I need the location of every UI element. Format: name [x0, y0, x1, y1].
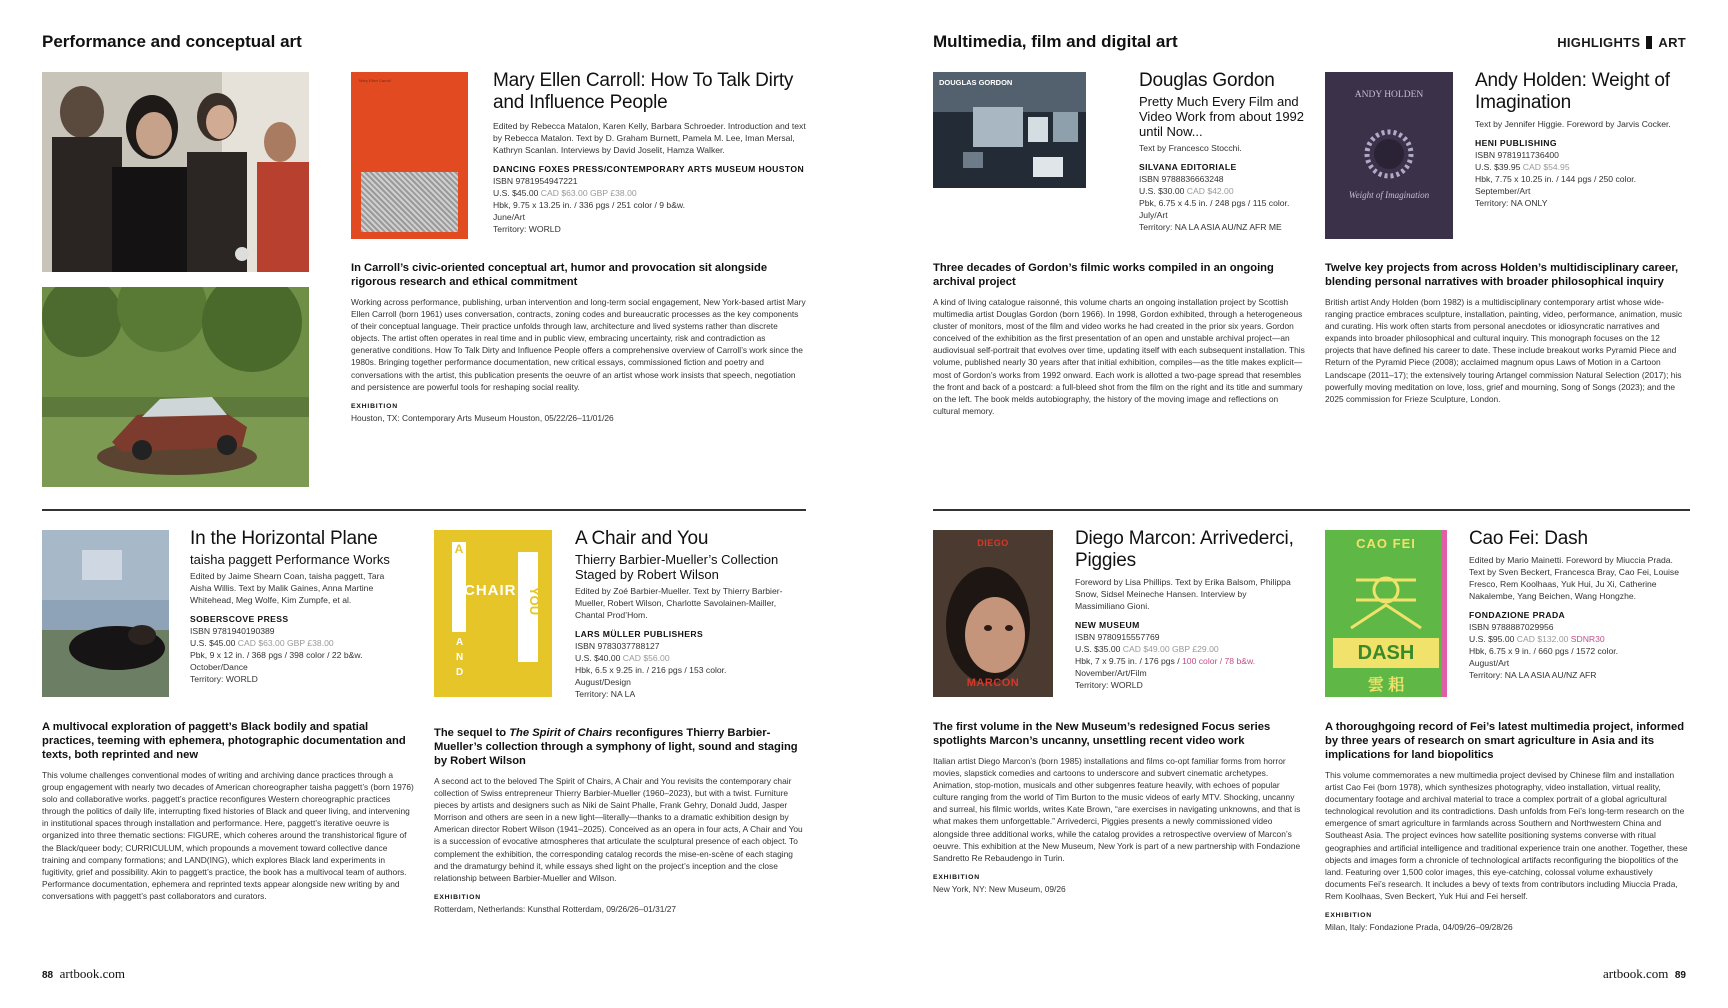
paggett-cover — [42, 530, 169, 697]
right-footer — [1603, 966, 1686, 982]
marcon-territory: Territory: WORLD — [1075, 680, 1143, 690]
caofei-exhibition-label: EXHIBITION — [1325, 912, 1372, 920]
marcon-exhibition-label: EXHIBITION — [933, 873, 980, 881]
holden-cover — [1325, 72, 1453, 239]
highlights-label — [1557, 35, 1686, 50]
highlights-separator — [1646, 36, 1652, 49]
paggett-publisher: SOBERSCOVE PRESS — [190, 614, 289, 624]
holden-description — [1325, 261, 1690, 405]
chair-subtitle: Thierry Barbier-Mueller’s Collection Staged by Robert Wilson — [575, 552, 779, 582]
paggett-info — [190, 528, 405, 685]
carroll-publisher: DANCING FOXES PRESS/CONTEMPORARY ARTS MUSEUM HOUSTON — [493, 164, 805, 174]
paggett-price-us: U.S. $45.00 — [190, 638, 236, 648]
caofei-price — [1469, 633, 1690, 645]
gordon-credits: Text by Francesco Stocchi. — [1139, 143, 1242, 153]
marcon-cover — [933, 530, 1053, 697]
holden-price-alt: CAD $54.95 — [1522, 162, 1570, 172]
marcon-cover-bottom: MARCON — [966, 677, 1020, 689]
carroll-cover — [351, 72, 468, 239]
chair-cover-letter-n: N — [456, 652, 464, 663]
holden-headline: Twelve key projects from across Holden’s multidisciplinary career, blending personal narratives with broader philosophical inquiry — [1325, 262, 1679, 288]
right-footer-site[interactable]: artbook.com — [1603, 966, 1669, 981]
paggett-description — [42, 720, 414, 902]
chair-title[interactable]: A Chair and You — [575, 528, 709, 549]
carroll-photo-car — [42, 287, 309, 487]
carroll-headline: In Carroll’s civic-oriented conceptual art, humor and provocation sit alongside rigorous research and ethical commitment — [351, 262, 768, 288]
chair-publisher: LARS MÜLLER PUBLISHERS — [575, 629, 704, 639]
gordon-title[interactable]: Douglas Gordon — [1139, 70, 1275, 91]
caofei-body: This volume commemorates a new multimedia project devised by Chinese film and installation artist Cao Fei (born 1978), which synthesizes photography, video installation, virtual reality, documentary footage and archival material to trace a complex portrait of a global agricultural technological revolution and its contradictions. Dash unfolds from Fei’s long-term research on the emergence of smart agriculture in farmlands across Southern and Northwestern China and Southeast Asia. The project evinces how satellite positioning systems converse with ritual geographies and artificial intelligence and traditional experience train one another. Together, these objects and images form a chronicle of technological artifacts reconfiguring the biopolitics of the land. Featuring over 1,500 color images, this eye-catching, colossal volume exhaustively documents Fei’s research. It includes a bevy of texts from contributors including Miuccia Prada, Rem Koolhaas, Sven Beckert, Yuk Hui and Fei herself. — [1325, 770, 1688, 901]
marcon-specs — [1075, 655, 1295, 667]
marcon-price — [1075, 643, 1295, 655]
gordon-specs: Pbk, 6.75 x 4.5 in. / 248 pgs / 115 color. — [1139, 198, 1290, 208]
gordon-price — [1139, 185, 1304, 197]
holden-date: September/Art — [1475, 186, 1531, 196]
right-page-number: 89 — [1674, 970, 1686, 981]
chair-exhibition-label: EXHIBITION — [434, 893, 481, 901]
paggett-cover-illustration — [42, 530, 169, 697]
gordon-publisher: SILVANA EDITORIALE — [1139, 162, 1237, 172]
carroll-price-alt: CAD $63.00 GBP £38.00 — [540, 188, 637, 198]
gordon-headline: Three decades of Gordon’s filmic works compiled in an ongoing archival project — [933, 262, 1274, 288]
holden-cover-author: ANDY HOLDEN — [1354, 90, 1424, 100]
chair-headline-pre: The sequel to — [434, 727, 510, 739]
carroll-description — [351, 261, 806, 424]
gordon-subtitle: Pretty Much Every Film and Video Work from about 1992 until Now... — [1139, 94, 1305, 139]
holden-publisher: HENI PUBLISHING — [1475, 138, 1557, 148]
carroll-body: Working across performance, publishing, urban intervention and long-term social engagement, New York-based artist Mary Ellen Carroll (born 1961) uses conversation, contracts, zoning codes and bureaucratic processes as the key components of their conceptual language. Their practice unfolds through law, architecture and lived systems rather than discrete objects. The artist often operates in real time and in public view, embracing uncertainty, risk and contradiction as generative conditions. How To Talk Dirty and Influence People offers a comprehensive overview of Carroll’s work since the 1980s. Bringing together performance documentation, new critical essays, commissioned fiction and poetry and conversations with the artist, this publication presents the oeuvre of an artist whose work insists that speech, negotiation and persistence are powerful tools for reshaping social reality. — [351, 297, 806, 392]
marcon-price-alt: CAD $49.00 GBP £29.00 — [1122, 644, 1219, 654]
chair-price-us: U.S. $40.00 — [575, 653, 621, 663]
chair-cover — [434, 530, 552, 697]
chair-body: A second act to the beloved The Spirit of Chairs, A Chair and You revisits the contemporary chair collection of Swiss entrepreneur Thierry Barbier-Mueller (1960–2023), but with a twist. Furniture pieces by artists and designers such as Niki de Saint Phalle, Frank Gehry, Donald Judd, Jasper Morrison and others are seen in a new light—literally—thanks to a dramatic exhibition design by American director Robert Wilson (1941–2025). Conceived as an opera in four acts, A Chair and You is a succession of evocative atmospheres that articulate the sculptural presence of each object. To complement the exhibition, the corresponding catalog records the mise-en-scène of each staging and the dramaturgy behind it, while essays shed light on the project’s inception and the close relationship between Barbier-Mueller and Wilson. — [434, 776, 803, 883]
holden-territory: Territory: NA ONLY — [1475, 198, 1548, 208]
caofei-description — [1325, 720, 1690, 933]
chair-price — [575, 652, 800, 664]
gordon-description — [933, 261, 1305, 417]
carroll-credits: Edited by Rebecca Matalon, Karen Kelly, Barbara Schroeder. Introduction and text by Rebecca Matalon. Text by D. Graham Burnett, Pamela M. Lee, Iman Mersal, Kathryn Scanlan. Interviews by David Joselit, Hamza Walker. — [493, 121, 806, 155]
carroll-photo-car-illustration — [42, 287, 309, 487]
holden-price — [1475, 161, 1690, 173]
right-section-title: Multimedia, film and digital art — [933, 32, 1178, 51]
chair-headline-post: reconfigures Thierry Barbier-Mueller’s collection through a symphony of light, sound and staging by Robert Wilson — [434, 727, 798, 767]
chair-cover-word-chair: CHAIR — [464, 582, 517, 599]
caofei-cover-drone — [1346, 560, 1426, 630]
marcon-isbn: ISBN 9780915557769 — [1075, 632, 1160, 642]
chair-cover-word-you: YOU — [527, 587, 542, 616]
paggett-price — [190, 637, 405, 649]
left-divider — [42, 509, 806, 511]
paggett-price-alt: CAD $63.00 GBP £38.00 — [237, 638, 334, 648]
chair-description — [434, 726, 806, 915]
chair-territory: Territory: NA LA — [575, 689, 636, 699]
highlights-text: HIGHLIGHTS — [1557, 35, 1641, 50]
marcon-cover-top: DIEGO — [977, 538, 1009, 548]
chair-cover-letter-a2: A — [456, 637, 464, 648]
caofei-credits: Edited by Mario Mainetti. Foreword by Miuccia Prada. Text by Sven Beckert, Francesca Bray, Cao Fei, Louise Fresco, Rem Koolhaas, Yuk Hui, Ju Xi, Catherine Nakalembe, Yang Beichen, Wang Hongzhe. — [1469, 555, 1680, 601]
caofei-date: August/Art — [1469, 658, 1510, 668]
chair-date: August/Design — [575, 677, 631, 687]
right-divider — [933, 509, 1690, 511]
gordon-info — [1139, 70, 1304, 233]
chair-specs: Hbk, 6.5 x 9.25 in. / 216 pgs / 153 color. — [575, 665, 727, 675]
marcon-specs-pink: 100 color / 78 b&w. — [1182, 656, 1256, 666]
carroll-exhibition-label: EXHIBITION — [351, 402, 398, 410]
caofei-cover-top: CAO FEI — [1356, 536, 1416, 551]
carroll-photo-crowd — [42, 72, 309, 272]
caofei-price-alt: CAD $132.00 — [1516, 634, 1569, 644]
caofei-cover-edge — [1441, 530, 1447, 697]
carroll-price-us: U.S. $45.00 — [493, 188, 539, 198]
caofei-isbn: ISBN 9788887029956 — [1469, 622, 1554, 632]
gordon-isbn: ISBN 9788836663248 — [1139, 174, 1224, 184]
carroll-info — [493, 70, 813, 235]
paggett-territory: Territory: WORLD — [190, 674, 258, 684]
chair-headline-em: The Spirit of Chairs — [509, 727, 613, 739]
holden-credits: Text by Jennifer Higgie. Foreword by Jarvis Cocker. — [1475, 119, 1671, 129]
category-text: ART — [1658, 35, 1686, 50]
marcon-publisher: NEW MUSEUM — [1075, 620, 1140, 630]
gordon-cover — [933, 72, 1086, 188]
chair-price-alt: CAD $56.00 — [622, 653, 670, 663]
chair-headline — [434, 726, 806, 768]
chair-exhibition: Rotterdam, Netherlands: Kunsthal Rotterdam, 09/26/26–01/31/27 — [434, 903, 677, 914]
gordon-date: July/Art — [1139, 210, 1168, 220]
marcon-date: November/Art/Film — [1075, 668, 1147, 678]
gordon-territory: Territory: NA LA ASIA AU/NZ AFR ME — [1139, 222, 1282, 232]
paggett-date: October/Dance — [190, 662, 248, 672]
marcon-description — [933, 720, 1305, 895]
paggett-title[interactable]: In the Horizontal Plane — [190, 528, 378, 549]
carroll-title[interactable]: Mary Ellen Carroll: How To Talk Dirty and Influence People — [493, 70, 794, 113]
left-page-number: 88 — [42, 970, 54, 981]
paggett-credits: Edited by Jaime Shearn Coan, taisha paggett, Tara Aisha Willis. Text by Malik Gaines, Anna Martine Whitehead, Meg Wolfe, Kim Zumpfe, et al. — [190, 571, 385, 605]
gordon-price-us: U.S. $30.00 — [1139, 186, 1185, 196]
marcon-info — [1075, 528, 1295, 691]
caofei-cover — [1325, 530, 1447, 697]
holden-cover-wreath — [1359, 124, 1419, 184]
caofei-cover-chinese: 雲 耜 — [1367, 677, 1405, 694]
marcon-body: Italian artist Diego Marcon’s (born 1985) installations and films co-opt familiar forms from horror movies, slapstick comedies and cartoons to underscore and subvert cinematic archetypes. Animation, stop-motion, musicals and other subgenres feature heavily, with echoes of popular culture ranging from the world of Tim Burton to the music videos of early MTV. Shocking, uncanny and surreal, his filmic worlds, writes Kate Brown, “are exercises in navigating unknowns, and that is what makes them unforgettable.” Arrivederci, Piggies presents a newly commissioned video alongside three additional works, while the catalog provides a retrospective overview of Marcon’s oeuvre. This exhibition at the New Museum, New York is part of a new partnership with Fondazione Sandretto Re Rebaudengo in Turin. — [933, 756, 1301, 863]
gordon-cover-illustration — [933, 72, 1086, 188]
caofei-headline: A thoroughgoing record of Fei’s latest multimedia project, informed by three years of research on smart agriculture in Asia and its implications for land biopolitics — [1325, 721, 1685, 761]
caofei-specs: Hbk, 6.75 x 9 in. / 660 pgs / 1572 color. — [1469, 646, 1619, 656]
marcon-cover-illustration — [933, 530, 1053, 697]
holden-info — [1475, 70, 1690, 209]
gordon-body: A kind of living catalogue raisonné, this volume charts an ongoing installation project by Scottish multimedia artist Douglas Gordon (born 1966). In 1998, Gordon exhibited, through a heterogeneous cluster of monitors, most of the film and video works he had created in the prior six years. Gordon conceived of the exhibition as the first presentation of an open and unstable archival project—an audiovisual self-portrait that evolves over time, updating itself with each subsequent installation. This volume, published nearly 30 years after that initial exhibition, compiles—as the title makes explicit—most of Gordon’s works from 1992 onward. Each work is allotted a two-page spread that resembles the front and back of a postcard: a full-bleed shot from the film on the right and its title and summary on the left. The book melds autobiography, the history of the moving image and reflections on cultural memory. — [933, 297, 1305, 416]
carroll-photo-crowd-illustration — [42, 72, 309, 272]
left-footer-site[interactable]: artbook.com — [59, 966, 125, 981]
holden-cover-title: Weight of Imagination — [1348, 190, 1430, 200]
carroll-cover-texture — [361, 172, 458, 232]
chair-cover-letter-a: A — [454, 542, 464, 556]
caofei-info — [1469, 528, 1690, 681]
marcon-exhibition: New York, NY: New Museum, 09/26 — [933, 883, 1066, 894]
chair-cover-typography — [444, 542, 542, 685]
marcon-headline: The first volume in the New Museum’s redesigned Focus series spotlights Marcon’s uncanny, unsettling recent video work — [933, 721, 1271, 747]
paggett-headline: A multivocal exploration of paggett’s Black bodily and spatial practices, teeming with ephemera, photographic documentation and texts, both reprinted and new — [42, 721, 406, 761]
chair-cover-letter-d: D — [456, 667, 464, 678]
paggett-specs: Pbk, 9 x 12 in. / 368 pgs / 398 color / 22 b&w. — [190, 650, 363, 660]
carroll-territory: Territory: WORLD — [493, 224, 561, 234]
paggett-subtitle: taisha paggett Performance Works — [190, 552, 390, 567]
caofei-exhibition: Milan, Italy: Fondazione Prada, 04/09/26–09/28/26 — [1325, 922, 1513, 933]
paggett-isbn: ISBN 9781940190389 — [190, 626, 275, 636]
caofei-title[interactable]: Cao Fei: Dash — [1469, 528, 1588, 549]
caofei-price-us: U.S. $95.00 — [1469, 634, 1515, 644]
carroll-date: June/Art — [493, 212, 526, 222]
carroll-isbn: ISBN 9781954947221 — [493, 176, 578, 186]
chair-isbn: ISBN 9783037788127 — [575, 641, 660, 651]
chair-credits: Edited by Zoé Barbier-Mueller. Text by Thierry Barbier-Mueller, Robert Wilson, Charlotte Savolainen-Mailler, Chantal Prod’Hom. — [575, 586, 783, 620]
marcon-price-us: U.S. $35.00 — [1075, 644, 1121, 654]
caofei-publisher: FONDAZIONE PRADA — [1469, 610, 1566, 620]
caofei-territory: Territory: NA LA ASIA AU/NZ AFR — [1469, 670, 1597, 680]
carroll-cover-title: Mary Ellen Carroll — [359, 78, 391, 83]
carroll-price — [493, 187, 813, 199]
marcon-credits: Foreword by Lisa Phillips. Text by Erika Balsom, Philippa Snow, Sidsel Meineche Hansen. Interview by Massimiliano Gioni. — [1075, 577, 1291, 611]
left-footer — [42, 966, 125, 982]
caofei-cover-word-dash: DASH — [1333, 638, 1439, 668]
left-section-title: Performance and conceptual art — [42, 32, 302, 51]
marcon-specs-main: Hbk, 7 x 9.75 in. / 176 pgs / — [1075, 656, 1183, 666]
holden-body: British artist Andy Holden (born 1982) is a multidisciplinary contemporary artist whose wide-ranging practice embraces sculpture, installation, painting, video, performance, animation, music and curating. His work often starts from personal anecdotes or idiosyncratic narratives and expands into broader philosophical and cultural inquiry. This monograph focuses on the 12 projects that have defined his career to date. These include breakout works Pyramid Piece and Return of the Pyramid Piece (2008); acclaimed magnum opus Laws of Motion in a Cartoon Landscape (2011–17); the extensively touring Artangel commission Natural Selection (2017); his powerfully moving meditation on love, loss, grief and mourning, Song of Songs (2023); and the 2025 commission for Frieze Sculpture, London. — [1325, 297, 1683, 404]
marcon-title[interactable]: Diego Marcon: Arrivederci, Piggies — [1075, 528, 1294, 571]
holden-isbn: ISBN 9781911736400 — [1475, 150, 1559, 160]
caofei-price-pink: SDNR30 — [1570, 634, 1605, 644]
gordon-cover-title: DOUGLAS GORDON — [939, 78, 1013, 87]
carroll-exhibition: Houston, TX: Contemporary Arts Museum Houston, 05/22/26–11/01/26 — [351, 412, 614, 423]
holden-title[interactable]: Andy Holden: Weight of Imagination — [1475, 70, 1670, 113]
holden-price-us: U.S. $39.95 — [1475, 162, 1521, 172]
holden-specs: Hbk, 7.75 x 10.25 in. / 144 pgs / 250 color. — [1475, 174, 1636, 184]
carroll-specs: Hbk, 9.75 x 13.25 in. / 336 pgs / 251 color / 9 b&w. — [493, 200, 686, 210]
gordon-price-alt: CAD $42.00 — [1186, 186, 1234, 196]
paggett-body: This volume challenges conventional modes of writing and archiving dance practices through a group engagement with nearly two decades of American choreographer taisha paggett’s (born 1976) solo and collaborative works. paggett’s practice reconfigures Western choreographic practices through the politics of daily life, interrupting fixed histories of Black and queer living, and intervening in institutional spaces through installation and performance. Here, paggett’s iterative oeuvre is organized into three thematic sections: FIGURE, which coheres around the transhistorical figure of the Black/queer body; CURRICULUM, which propounds a movement toward collective dance training and company formations; and LAND(ING), which explores Black land experiments in fugitivity, grief and possibility. Akin to paggett’s practice, the book has a multivocal team of authors. Performance documentation, ephemera and reprinted texts appear alongside new writing by and conversations with paggett’s past collaborators and curators. — [42, 770, 414, 901]
chair-info — [575, 528, 800, 700]
